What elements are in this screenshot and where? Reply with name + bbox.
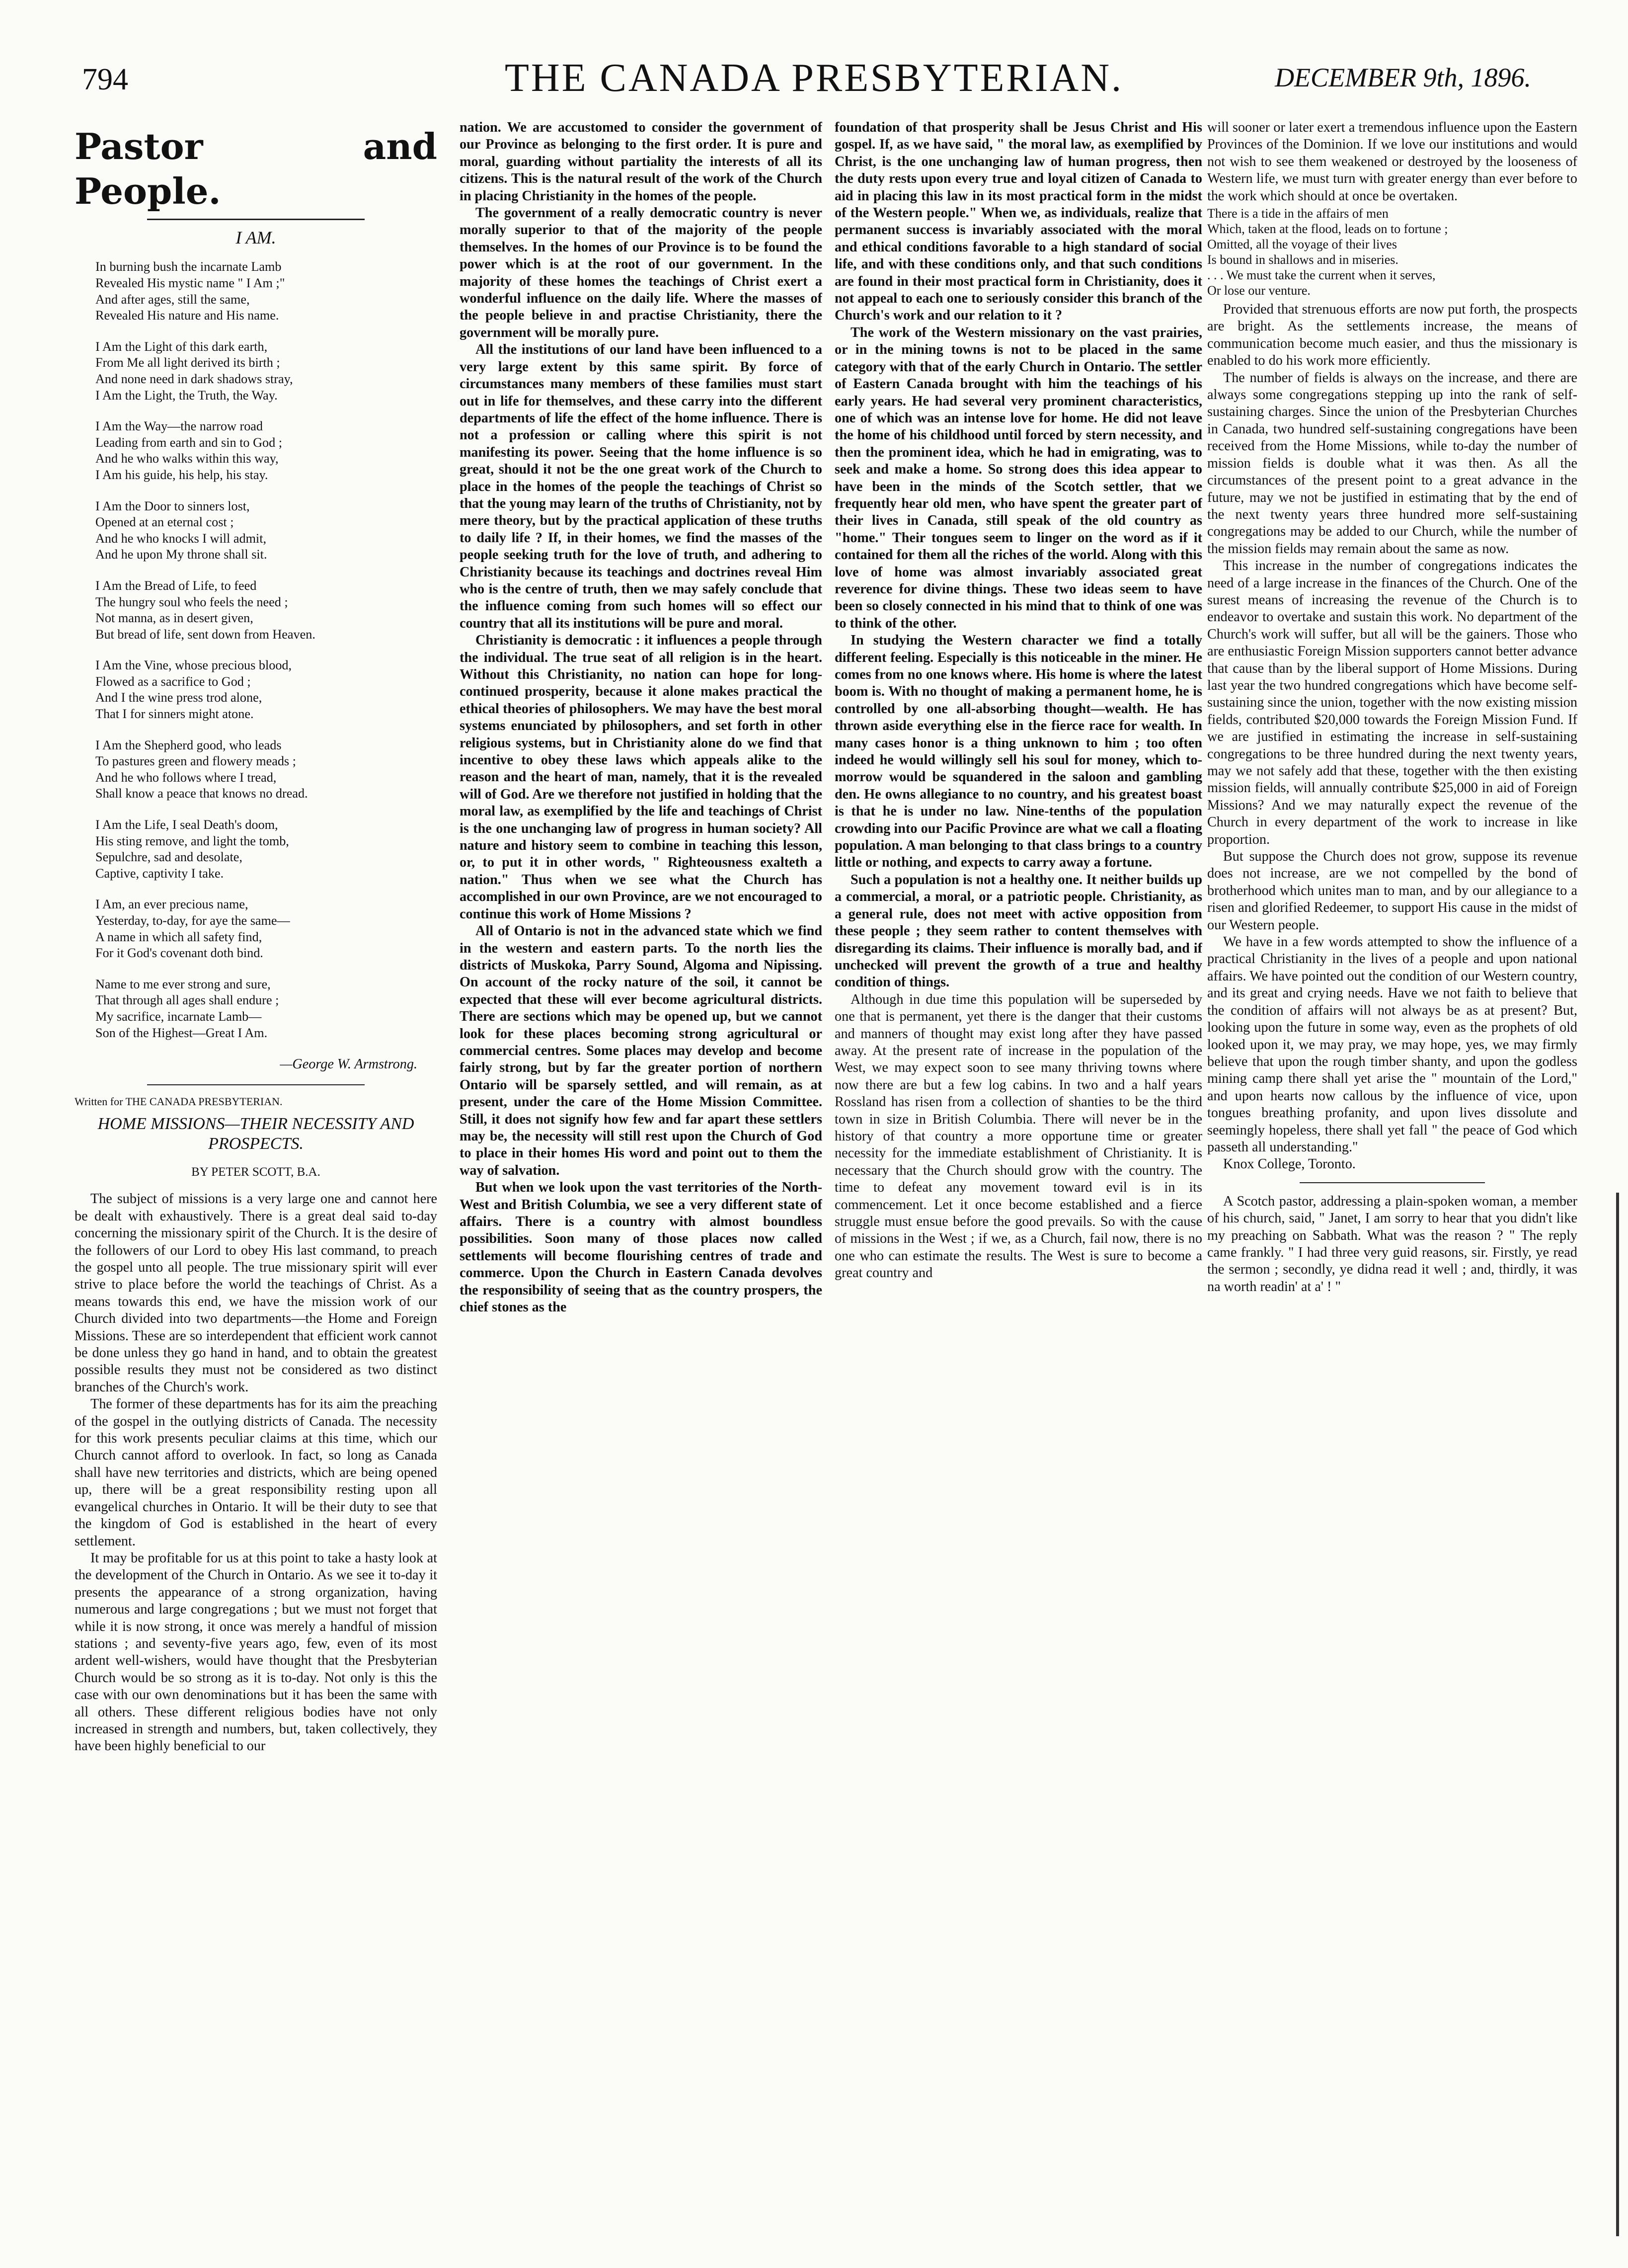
paragraph: The former of these departments has for its aim the preaching of the gospel in the outlying districts of Canada. The necessity for this work presents peculiar claims at this time, which our Church cannot afford to overlook. In fact, so long as Canada shall have new territories and districts, which are being opened up, there will be a great responsibility resting upon all evangelical churches in Ontario. It will be their duty to see that the kingdom of God is established in the heart of every settlement. [75,1396,437,1549]
department-heading: Pastor and People. [75,125,437,212]
poem-stanza [95,339,437,404]
poem-stanza [95,737,437,802]
paragraph: nation. We are accustomed to consider the government of our Province as belonging to the first order. It is pure and moral, guarding without partiality the interests of all its citizens. This is the natural result of the work of the Church in placing Christianity in the homes of the people. [460,120,822,204]
poem-line: I Am the Light, the Truth, the Way. [95,388,278,403]
paragraph: The government of a really democratic country is never morally superior to that of the majority of the people themselves. In the homes of our Province is to be found the power which is at the root of our government. In the majority of these homes the teachings of Christ exert a wonderful influence on the daily life. Where the masses of the people believe in and practise Christianity, there the government will be morally pure. [460,205,822,340]
issue-date: DECEMBER 9th, 1896. [1275,63,1531,92]
paragraph: All the institutions of our land have been influenced to a very large extent by this same spirit. By force of circumstances many members of these families must start out in life for themselves, and these carry into the different departments of life the effect of the home influence. There is not a profession or calling where this spirit is not manifesting its power. Seeing that the home influence is so great, should it not be the one great work of the Church to place in the homes of the people the teachings of Christ so that the young may learn of the truths of Christianity, not by mere theory, but by the practical application of these truths to daily life ? If, in their homes, we find the masses of the people seeking truth for the love of truth, and adhering to Christianity because its teachings and doctrines reveal Him who is the centre of truth, then we may safely conclude that the influence coming from such homes will so effect our country that all its institutions will be pure and moral. [460,342,822,631]
paragraph: Christianity is democratic : it influences a people through the individual. The true seat of all religion is in the heart. Without this Christianity, no nation can hope for long-continued prosperity, because it alone makes practical the ethical theories of philosophers. We may have the best moral systems enunciated by philosophers, and set forth in other religious systems, but in Christianity alone do we find that incentive to obey these laws which appeals alike to the reason and the heart of man, namely, that it is the revealed will of God. Are we therefore not justified in holding that the moral law, as exemplified by the life and teachings of Christ is the one unchanging law of progress in human society? All nature and history seem to combine in teaching this lesson, or, to put it in other words, " Righteousness exalteth a nation." Thus when we see what the Church has accomplished in our own Province, are we not encouraged to continue this work of Home Missions ? [460,633,822,922]
poem-line: Captive, captivity I take. [95,866,224,881]
poem-line: Yesterday, to-day, for aye the same— [95,913,290,928]
paragraph: This increase in the number of congregations indicates the need of a large increase in the finances of the Church. One of the surest means of increasing the revenue of the Church is to endeavor to overtake and sustain this work. No department of the Church's work will suffer, but all will be the gainers. Those who are enthusiastic Foreign Mission supporters cannot better advance that cause than by the liberal support of Home Missions. During last year the two hundred congregations which have become self-sustaining since the union, together with the now existing mission fields, contributed $20,000 towards the Foreign Mission Fund. If we are justified in estimating the increase in self-sustaining congregations to be three hundred during the next twenty years, may we not safely add that these, together with the then existing mission fields, will annually contribute $25,000 in aid of Foreign Missions? And we may naturally expect the revenue of the Church in every department of the work to increase in like proportion. [1207,558,1577,847]
written-for-note: Written for THE CANADA PRESBYTERIAN. [75,1095,283,1108]
paragraph: The number of fields is always on the increase, and there are always some congregations stepping up into the rank of self-sustaining charges. Since the union of the Presbyterian Churches in Canada, two hundred self-sustaining congregations have been received from the Home Missions, while to-day the number of mission fields is double what it was then. As all the circumstances of the present point to a great advance in the future, may we not be justified in estimating that by the end of the next twenty years three hundred more self-sustaining congregations may be added to our Church, while the number of the mission fields may remain about the same as now. [1207,370,1577,557]
poem-line: And he who knocks I will admit, [95,531,267,546]
column-2 [460,119,822,2221]
poem-line: Name to me ever strong and sure, [95,976,271,991]
poem-line: Son of the Highest—Great I Am. [95,1025,268,1040]
poem-stanza [95,896,437,961]
poem-line: I Am the Shepherd good, who leads [95,737,282,752]
verse-line: . . . We must take the current when it serves, [1207,268,1436,283]
paragraph: But suppose the Church does not grow, suppose its revenue does not increase, are we not compelled by the bond of brotherhood which unites man to man, and by our allegiance to a risen and glorified Redeemer, to support His cause in the midst of our Western people. [1207,849,1577,933]
poem-line: I Am, an ever precious name, [95,897,248,912]
page-header [0,0,1628,104]
poem-line: A name in which all safety find, [95,929,262,944]
poem-line: Revealed His mystic name " I Am ;" [95,276,285,290]
poem-line: I Am the Life, I seal Death's doom, [95,817,278,832]
poem-line: To pastures green and flowery meads ; [95,754,296,769]
poem-stanza [95,817,437,882]
paragraph: Although in due time this population will be superseded by one that is permanent, yet there is the danger that their customs and manners of thought may exist long after they have passed away. At the present rate of increase in the population of the West, we may expect soon to see many thriving towns where now there are but a few log cabins. In two and a half years Rossland has risen from a collection of shanties to be the third town in size in British Columbia. There will never be in the history of that country a more opportune time or greater necessity for the immediate establishment of Christianity. It is necessary that the Church should grow with the country. The time to defeat any movement toward evil is in its commencement. Let it once become established and a fierce struggle must ensue before the good prevails. So with the cause of missions in the West ; if we, as a Church, fail now, there is no one who can estimate the results. The West is sure to become a great country and [835,991,1202,1281]
divider [147,219,365,220]
paragraph: All of Ontario is not in the advanced state which we find in the western and eastern parts. To the north lies the districts of Muskoka, Parry Sound, Algoma and Nipissing. On account of the rocky nature of the soil, it cannot be expected that these will ever become agricultural districts. There are sections which may be opened up, but we cannot look for these places becoming strong agricultural or commercial centres. Some places may develop and become fairly strong, but by far the greater portion of northern Ontario will be sparsely settled, and will remain, as at present, under the care of the Home Mission Committee. Still, it does not signify how few and far apart these settlers may be, the necessity will still rest upon the Church of God to place in their homes His word and point out to them the way of salvation. [460,923,822,1178]
article-title: HOME MISSIONS—THEIR NECESSITY AND PROSPECTS. [97,1114,414,1153]
poem-line: I Am the Light of this dark earth, [95,339,268,354]
paragraph: Provided that strenuous efforts are now put forth, the prospects are bright. As the settlements increase, the means of communication become much easier, and thus the missionary is enabled to do his work more efficiently. [1207,302,1577,369]
paragraph: We have in a few words attempted to show the influence of a practical Christianity in the lives of a people and upon national affairs. We have pointed out the condition of our Western country, and its great and crying needs. Have we not faith to believe that the condition of affairs will not always be as at present? But, looking upon the future in some way, even as the prophets of old looked upon it, we may pray, we may hope, yes, we may firmly believe that upon the rough timber shanty, and upon the godless mining camp there shall yet arise the " mountain of the Lord," and upon hearts now callous by the influence of vice, upon tongues breathing profanity, and upon lives dissolute and seemingly hopeless, there shall yet fall " the peace of God which passeth all understanding." [1207,934,1577,1155]
poem-line: I Am the Way—the narrow road [95,419,263,434]
poem-line: Leading from earth and sin to God ; [95,435,282,450]
byline: BY PETER SCOTT, B.A. [191,1165,320,1179]
paragraph: foundation of that prosperity shall be Jesus Christ and His gospel. If, as we have said, " the moral law, as exemplified by Christ, is the one unchanging law of human progress, then the duty rests upon every true and loyal citizen of Canada to aid in placing this law in its most practical form in the midst of the Western people." When we, as individuals, realize that permanent success is invariably associated with the moral and ethical conditions favorable to a high standard of social life, and with these conditions only, and that such conditions are found in their most practical form in Christianity, does it not appeal to each one to seriously consider this branch of the Church's work and our relation to it ? [835,120,1202,324]
paragraph: It may be profitable for us at this point to take a hasty look at the development of the Church in Ontario. As we see it to-day it presents the appearance of a strong organization, having numerous and large congregations ; but we must not forget that while it is now strong, it once was merely a handful of mission stations ; and seventy-five years ago, few, even of its most ardent well-wishers, would have thought that the Presbyterian Church would be so strong as it is to-day. Not only is this the case with our own denominations but it has been the same with all others. These different religious bodies have not only increased in strength and numbers, but, taken collectively, they have been highly beneficial to our [75,1550,437,1754]
article-signoff: Knox College, Toronto. [1223,1156,1356,1172]
poem-line: And none need in dark shadows stray, [95,371,293,386]
paragraph: will sooner or later exert a tremendous influence upon the Eastern Provinces of the Dominion. If we love our institutions and would not wish to see them weakened or destroyed by the looseness of Western life, we must turn with greater energy than ever before to the work which should at once be overtaken. [1207,120,1577,204]
paragraph: The subject of missions is a very large one and cannot here be dealt with exhaustively. There is a great deal said to-day concerning the missionary spirit of the Church. It is the desire of the followers of our Lord to obey His last command, to preach the gospel unto all people. The true missionary spirit will ever strive to place before the world the teachings of Christ. As a means towards this end, we have the mission work of our Church divided into two departments—the Home and Foreign Missions. These are so interdependent that efficient work cannot be done unless they go hand in hand, and to obtain the greatest possible results they must not be considered as two distinct branches of the Church's work. [75,1191,437,1395]
paragraph: Such a population is not a healthy one. It neither builds up a commercial, a moral, or a patriotic people. Christianity, as a general rule, does not meet with active opposition from these people ; they seem rather to content themselves with disregarding its claims. Their influence is morally bad, and if unchecked will prevent the growth of a true and healthy condition of things. [835,872,1202,990]
poem-stanza [95,259,437,324]
poem-line: And he who follows where I tread, [95,770,277,785]
poem-line: That through all ages shall endure ; [95,993,279,1008]
poem-line: I Am the Bread of Life, to feed [95,578,257,593]
column-4 [1207,119,1577,2221]
divider [147,1084,365,1085]
poem-line: And I the wine press trod alone, [95,690,262,705]
poem-line: His sting remove, and light the tomb, [95,833,289,848]
poem-line: Sepulchre, sad and desolate, [95,850,242,865]
quoted-verse [1207,206,1577,298]
divider [1300,1182,1485,1183]
poem-line: Flowed as a sacrifice to God ; [95,674,251,689]
poem-line: That I for sinners might atone. [95,707,254,722]
poem-stanza [95,498,437,563]
paragraph: But when we look upon the vast territories of the North-West and British Columbia, we see a very different state of affairs. There is a country with almost boundless possibilities. Soon many of those places now called settlements will become flourishing centres of trade and commerce. Upon the Church in Eastern Canada devolves the responsibility of seeing that as the country prospers, the chief stones as the [460,1180,822,1315]
paragraph: In studying the Western character we find a totally different feeling. Especially is this noticeable in the miner. He comes from no one knows where. His home is where the latest boom is. With no thought of making a permanent home, he is controlled by one all-absorbing thought—wealth. He has thrown aside everything else in the fierce race for wealth. In many cases honor is a thing unknown to him ; too often indeed he would willingly sell his soul for money, which to-morrow would be squandered in the saloon and gambling den. He owns allegiance to no country, and his greatest boast is that he is under no law. Nine-tenths of the population crowding into our Pacific Province are what we call a floating population. A man belonging to that class brings to a country little or nothing, and expects to carry away a fortune. [835,633,1202,871]
page-number: 794 [82,63,128,96]
verse-line: Or lose our venture. [1207,283,1311,298]
poem-line: I Am the Vine, whose precious blood, [95,658,292,673]
anecdote: A Scotch pastor, addressing a plain-spoken woman, a member of his church, said, " Janet, I am sorry to hear that you didn't like my preaching on Sabbath. What was the reason ? " The reply came frankly. " I had three very guid reasons, sir. Firstly, ye read the sermon ; secondly, ye didna read it well ; and, thirdly, it was na worth readin' at a' ! " [1207,1193,1577,1295]
poem-stanza [95,976,437,1041]
poem-line: In burning bush the incarnate Lamb [95,259,282,274]
poem-author: —George W. Armstrong. [280,1056,417,1072]
paragraph: The work of the Western missionary on the vast prairies, or in the mining towns is not to be placed in the same category with that of the early Church in Ontario. The settler of Eastern Canada brought with him the teachings of his early years. He had several very prominent characteristics, one of which was an intense love for home. He did not leave the home of his childhood until forced by stern necessity, and then the prominent idea, which he had in emigrating, was to seek and make a home. So strong does this idea appear to have been in the minds of the Scotch settler, that we frequently hear old men, who have spent the greater part of their lives in Canada, still speak of the old country as "home." Their tongues seem to linger on the word as if it contained for them all the riches of the world. Along with this love of home was almost invariably associated great reverence for divine things. These two ideas seem to have been so closely connected in his mind that to think of one was to think of the other. [835,324,1202,631]
poem-line: Not manna, as in desert given, [95,611,253,626]
column-1 [75,119,437,2221]
poem-line: Revealed His nature and His name. [95,308,279,323]
scan-edge-shadow [1616,1193,1619,2236]
poem-line: Opened at an eternal cost ; [95,515,234,530]
poem-line: I Am his guide, his help, his stay. [95,467,268,482]
poem-line: And after ages, still the same, [95,292,250,307]
poem-line: From Me all light derived its birth ; [95,355,280,370]
poem-stanza [95,657,437,722]
poem-line: And he who walks within this way, [95,451,279,466]
poem [75,259,437,1041]
verse-line: Is bound in shallows and in miseries. [1207,252,1398,267]
poem-line: And he upon My throne shall sit. [95,547,267,562]
poem-stanza [95,418,437,483]
verse-line: Omitted, all the voyage of their lives [1207,237,1397,252]
masthead: THE CANADA PRESBYTERIAN. [505,56,1123,100]
verse-line: There is a tide in the affairs of men [1207,206,1389,221]
verse-line: Which, taken at the flood, leads on to fortune ; [1207,222,1448,237]
poem-title: I AM. [235,228,276,247]
poem-line: But bread of life, sent down from Heaven. [95,627,315,642]
poem-line: I Am the Door to sinners lost, [95,498,250,513]
poem-line: My sacrifice, incarnate Lamb— [95,1009,262,1024]
poem-line: For it God's covenant doth bind. [95,946,263,961]
poem-stanza [95,578,437,643]
poem-line: The hungry soul who feels the need ; [95,594,288,609]
column-3 [835,119,1202,2221]
poem-line: Shall know a peace that knows no dread. [95,786,308,801]
